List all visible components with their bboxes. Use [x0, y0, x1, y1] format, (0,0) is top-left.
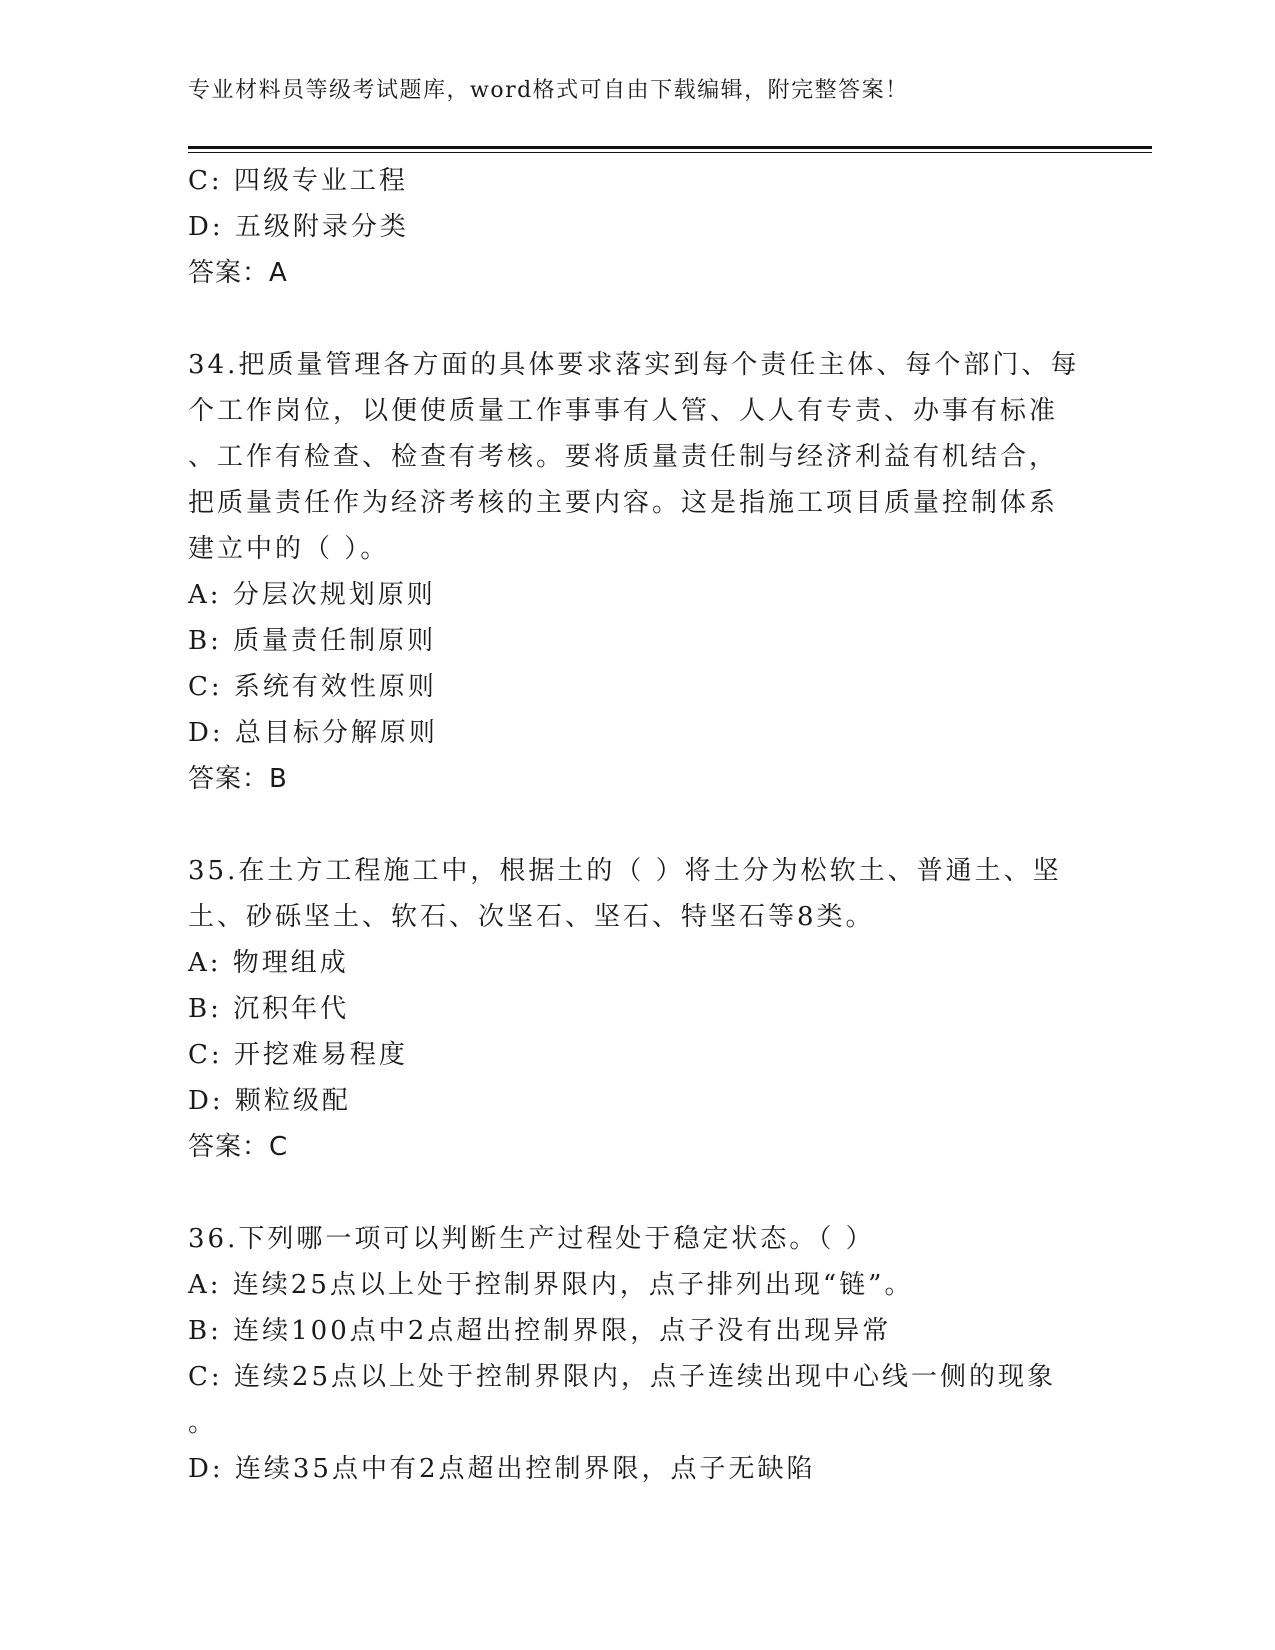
option-c: C: 系统有效性原则 [188, 672, 437, 702]
option-d: D: 颗粒级配 [188, 1086, 351, 1116]
option-c: C: 四级专业工程 [188, 166, 408, 196]
option-c: C: 连续25点以上处于控制界限内，点子连续出现中心线一侧的现象 [188, 1362, 1057, 1392]
question-text-line: 土、砂砾坚土、软石、次坚石、坚石、特坚石等8类。 [188, 902, 875, 932]
option-a: A: 分层次规划原则 [188, 580, 436, 610]
option-c-continuation: 。 [188, 1408, 218, 1438]
document-body [188, 158, 1088, 1492]
page-header: 专业材料员等级考试题库，word格式可自由下载编辑，附完整答案！ [188, 78, 909, 103]
spacer [188, 802, 1088, 848]
answer-line: 答案：C [188, 1132, 289, 1162]
answer-line: 答案：B [188, 764, 288, 794]
option-d: D: 连续35点中有2点超出控制界限，点子无缺陷 [188, 1454, 816, 1484]
option-d: D: 五级附录分类 [188, 212, 409, 242]
question-text-line: 34.把质量管理各方面的具体要求落实到每个责任主体、每个部门、每 [188, 350, 1080, 380]
previous-question-tail [188, 158, 1088, 296]
header-rule-thin [188, 152, 1152, 153]
option-a: A: 物理组成 [188, 948, 349, 978]
question-text-line: 把质量责任作为经济考核的主要内容。这是指施工项目质量控制体系 [188, 488, 1059, 518]
question-text-line: 建立中的（ ）。 [188, 534, 390, 564]
option-b: B: 沉积年代 [188, 994, 350, 1024]
question-text-line: 个工作岗位，以便使质量工作事事有人管、人人有专责、办事有标准 [188, 396, 1059, 426]
option-b: B: 质量责任制原则 [188, 626, 437, 656]
question-text-line: 、工作有检查、检查有考核。要将质量责任制与经济利益有机结合， [188, 442, 1059, 472]
spacer [188, 1170, 1088, 1216]
spacer [188, 296, 1088, 342]
header-rule-thick [188, 146, 1152, 149]
question-36 [188, 1216, 1088, 1492]
question-text-line: 35.在土方工程施工中，根据土的（ ）将土分为松软土、普通土、坚 [188, 856, 1062, 886]
option-b: B: 连续100点中2点超出控制界限，点子没有出现异常 [188, 1316, 892, 1346]
question-34 [188, 342, 1088, 802]
answer-line: 答案：A [188, 258, 288, 288]
option-a: A: 连续25点以上处于控制界限内，点子排列出现“链”。 [188, 1270, 914, 1300]
option-c: C: 开挖难易程度 [188, 1040, 408, 1070]
option-d: D: 总目标分解原则 [188, 718, 438, 748]
question-text-line: 36.下列哪一项可以判断生产过程处于稳定状态。（ ） [188, 1224, 875, 1254]
question-35 [188, 848, 1088, 1170]
